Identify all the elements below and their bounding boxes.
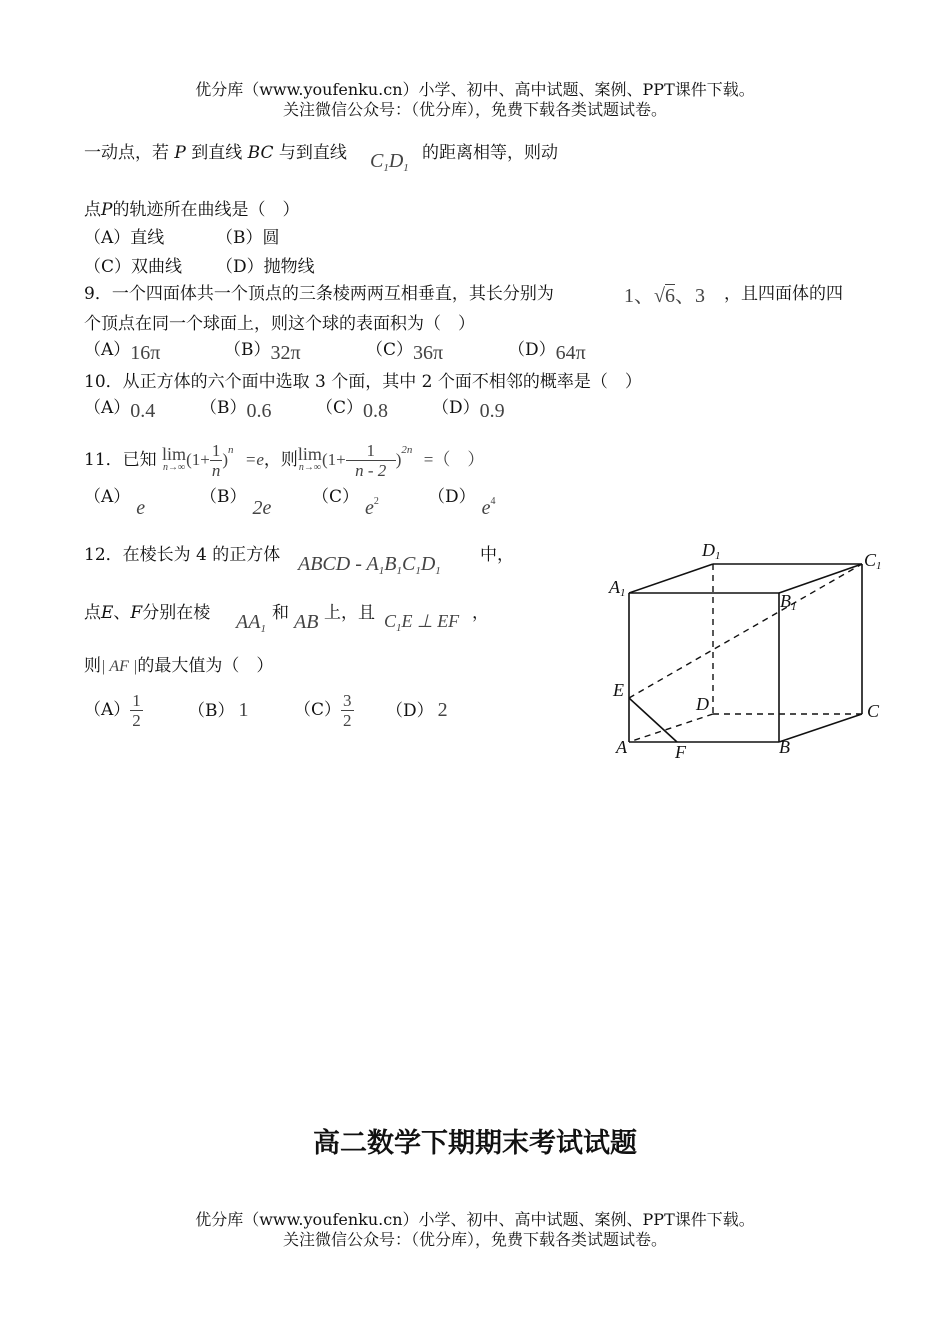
label-d: D <box>696 694 709 714</box>
q9-option-b: （B）32π <box>224 340 301 364</box>
q9-line-1-end: ，且四面体的四 <box>724 284 843 304</box>
label-e: E <box>613 680 624 700</box>
q12-option-a: （A） $\frac{1}{2}$ <box>84 691 141 730</box>
q12-line-1-end: 中， <box>480 545 514 565</box>
q10-option-b: （B）0.6 <box>200 398 272 422</box>
label-c1: C1 <box>864 550 882 572</box>
q9-line-1: 9．一个四面体共一个顶点的三条棱两两互相垂直，其长分别为 <box>84 284 554 304</box>
q12-option-d: （D） 2 <box>386 699 448 721</box>
edge-da-hidden <box>629 714 713 742</box>
q8-text-c: 与到直线 <box>278 143 347 163</box>
label-f: F <box>675 742 686 762</box>
q10-option-d: （D）0.9 <box>432 398 505 422</box>
q12-comma: ， <box>472 603 489 623</box>
q8-point-p: P <box>174 143 186 163</box>
q9-option-c: （C）36π <box>366 340 444 364</box>
q8-line-2: 点P的轨迹所在曲线是（ ） <box>84 200 300 220</box>
q10-option-c: （C）0.8 <box>316 398 389 422</box>
q12-and: 和 <box>272 603 289 623</box>
label-a: A <box>616 737 627 757</box>
q9-option-a: （A）16π <box>84 340 161 364</box>
cube-figure <box>600 535 900 765</box>
q12-option-b: （B） 1 <box>188 699 249 721</box>
label-d1: D1 <box>702 540 721 562</box>
q8-line-1-end: 的距离相等，则动 <box>422 143 558 163</box>
q12-line-1: 12．在棱长为 4 的正方体 <box>84 545 281 565</box>
q8-line-c1d1: $C_1D_1$ <box>370 150 409 174</box>
q10-line-1: 10．从正方体的六个面中选取 3 个面，其中 2 个面不相邻的概率是（ ） <box>84 372 642 392</box>
footer-line-1: 优分库（www.youfenku.cn）小学、初中、高中试题、案例、PPT课件下载。 <box>195 1210 755 1229</box>
q12-line-2a: 点E、F分别在棱 <box>84 603 211 623</box>
segment-ec1-hidden <box>629 564 862 698</box>
q11-limit-2: lim n→∞ <box>297 443 322 473</box>
edge-cb <box>779 714 862 742</box>
q12-edge-ab: AB <box>294 611 319 633</box>
q12-edge-aa1: $AA_1$ <box>236 611 266 635</box>
q9-lengths: 1、√6、3 <box>624 285 705 307</box>
q12-line-3: 则| AF |的最大值为（ ） <box>84 656 274 676</box>
q8-option-a: （A）直线 <box>84 228 165 248</box>
header-line-1: 优分库（www.youfenku.cn）小学、初中、高中试题、案例、PPT课件下载。 <box>195 80 755 99</box>
q8-text-b: 到直线 <box>191 143 243 163</box>
q11-line-1: 11．已知 lim n→∞ (1+ $\frac{1}{n}$ )$^n$ =e，则 lim n→∞ (1+ $\frac{1}{n - 2}$ )$^{2n}$ =（ ） <box>84 441 485 480</box>
q11-option-a: （A） e <box>84 487 146 519</box>
footer-line-2: 关注微信公众号：（优分库），免费下载各类试题试卷。 <box>282 1230 667 1249</box>
q9-line-2: 个顶点在同一个球面上，则这个球的表面积为（ ） <box>84 314 475 334</box>
header-line-2: 关注微信公众号：（优分库），免费下载各类试题试卷。 <box>282 100 667 119</box>
q12-option-c: （C） $\frac{3}{2}$ <box>294 691 352 730</box>
q8-option-d: （D）抛物线 <box>216 257 315 277</box>
q11-option-d: （D） e4 <box>428 487 496 519</box>
q8-text-a: 一动点，若 <box>84 143 169 163</box>
q8-line-bc: BC <box>247 143 274 163</box>
label-b1: B1 <box>780 591 797 613</box>
segment-ef <box>629 698 677 742</box>
page-title: 高二数学下期期末考试试题 <box>313 1128 637 1159</box>
q11-option-b: （B） 2e <box>200 487 272 519</box>
q9-option-d: （D）64π <box>508 340 586 364</box>
label-a1: A1 <box>609 577 626 599</box>
q10-option-a: （A）0.4 <box>84 398 156 422</box>
q12-cube-name: ABCD - $A_1B_1C_1D_1$ <box>298 553 441 577</box>
q11-limit-1: lim n→∞ <box>162 443 187 473</box>
q12-line-2b: 上，且 <box>324 603 375 623</box>
q8-option-c: （C）双曲线 <box>84 257 183 277</box>
q12-perp-condition: $C_1E$ ⊥ EF <box>384 611 460 634</box>
edge-a1d1 <box>629 564 713 593</box>
q11-option-c: （C） e2 <box>312 487 379 519</box>
label-c: C <box>867 701 880 721</box>
label-b: B <box>779 737 790 757</box>
q8-line-1 <box>84 138 347 163</box>
q8-option-b: （B）圆 <box>216 228 280 248</box>
